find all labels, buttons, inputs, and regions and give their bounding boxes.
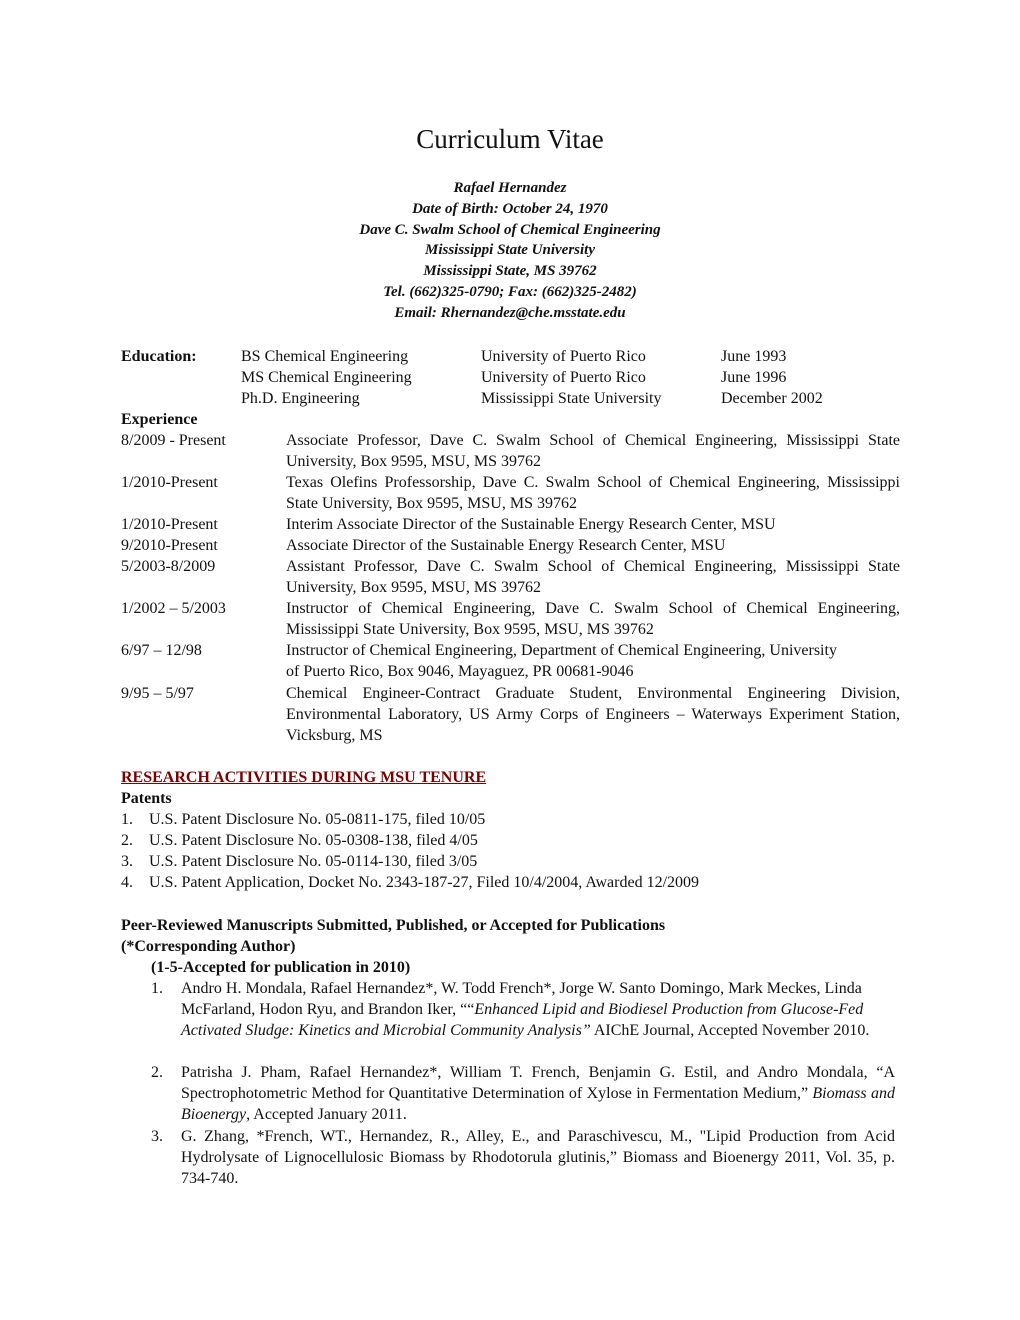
patent-number: 3. (121, 853, 133, 870)
manuscript-entry (181, 1126, 895, 1189)
manuscript-title: Enhanced Lipid and Biodiesel Production from Glucose-Fed Activated Sludge: Kinetics and Microbial Community Analysis” (181, 1001, 864, 1039)
manuscript-number: 1. (151, 980, 163, 997)
experience-desc: Interim Associate Director of the Sustainable Energy Research Center, MSU (286, 516, 776, 533)
education-degree: MS Chemical Engineering (241, 369, 412, 386)
manuscripts-heading: Peer-Reviewed Manuscripts Submitted, Published, or Accepted for Publications (121, 917, 666, 934)
phone-fax: Tel. (662)325-0790; Fax: (662)325-2482) (383, 283, 637, 300)
manuscript-journal: AIChE Journal, Accepted November 2010. (590, 1022, 870, 1039)
education-date: December 2002 (721, 390, 823, 407)
patent-text: U.S. Patent Disclosure No. 05-0811-175, filed 10/05 (149, 811, 486, 828)
manuscript-number: 3. (151, 1128, 163, 1145)
experience-date: 1/2010-Present (121, 474, 218, 491)
school: Dave C. Swalm School of Chemical Engineering (359, 221, 661, 238)
city: Mississippi State, MS 39762 (423, 263, 597, 280)
education-school: Mississippi State University (481, 390, 662, 407)
date-of-birth: Date of Birth: October 24, 1970 (412, 200, 608, 217)
experience-desc: Texas Olefins Professorship, Dave C. Swalm School of Chemical Engineering, Mississippi State University, Box 9595, MSU, MS 39762 (286, 474, 900, 512)
patent-number: 2. (121, 832, 133, 849)
manuscript-entry (181, 978, 881, 1041)
education-label: Education: (121, 348, 197, 365)
patent-text: U.S. Patent Disclosure No. 05-0114-130, filed 3/05 (149, 853, 478, 870)
experience-date: 9/95 – 5/97 (121, 685, 194, 702)
accepted-note: (1-5-Accepted for publication in 2010) (151, 959, 411, 976)
manuscript-journal-title: Biomass and Bioenergy (181, 1085, 895, 1123)
manuscript-entry (181, 1062, 895, 1125)
education-date: June 1993 (721, 348, 787, 365)
experience-desc: Associate Professor, Dave C. Swalm School of Chemical Engineering, Mississippi State University, Box 9595, MSU, MS 39762 (286, 432, 900, 470)
experience-desc: Assistant Professor, Dave C. Swalm School of Chemical Engineering, Mississippi State University, Box 9595, MSU, MS 39762 (286, 558, 900, 596)
page-title: Curriculum Vitae (416, 124, 604, 154)
name: Rafael Hernandez (453, 180, 567, 196)
email[interactable]: Email: Rhernandez@che.msstate.edu (394, 304, 626, 321)
patents-label: Patents (121, 790, 172, 807)
patent-text: U.S. Patent Application, Docket No. 2343-187-27, Filed 10/4/2004, Awarded 12/2009 (149, 874, 700, 891)
education-date: June 1996 (721, 369, 787, 386)
education-degree: Ph.D. Engineering (241, 390, 360, 407)
experience-date: 5/2003-8/2009 (121, 558, 216, 575)
experience-date: 1/2002 – 5/2003 (121, 600, 226, 617)
manuscript-status: , Accepted January 2011. (246, 1106, 407, 1123)
experience-desc: Associate Director of the Sustainable Energy Research Center, MSU (286, 537, 726, 554)
education-degree: BS Chemical Engineering (241, 348, 409, 365)
experience-date: 6/97 – 12/98 (121, 642, 202, 659)
patent-text: U.S. Patent Disclosure No. 05-0308-138, filed 4/05 (149, 832, 478, 849)
education-school: University of Puerto Rico (481, 369, 646, 386)
education-school: University of Puerto Rico (481, 348, 646, 365)
manuscript-authors: Andro H. Mondala, Rafael Hernandez*, W. Todd French*, Jorge W. Santo Domingo, Mark Meckes, Linda McFarland, Hodon Ryu, and Brandon Iker, ““ (181, 980, 862, 1018)
patent-number: 4. (121, 874, 133, 891)
experience-date: 1/2010-Present (121, 516, 218, 533)
experience-desc: Instructor of Chemical Engineering, Department of Chemical Engineering, University of Puerto Rico, Box 9046, Mayaguez, PR 00681-9046 (286, 642, 837, 680)
manuscript-number: 2. (151, 1064, 163, 1081)
manuscript-authors: Patrisha J. Pham, Rafael Hernandez*, William T. French, Benjamin G. Estil, and Andro Mondala, “A Spectrophotometric Method for Quantitative Determination of Xylose in Fermentation Medium,” (181, 1064, 895, 1102)
experience-desc: Instructor of Chemical Engineering, Dave C. Swalm School of Chemical Engineering, Mississippi State University, Box 9595, MSU, MS 39762 (286, 600, 900, 638)
experience-desc: Chemical Engineer-Contract Graduate Student, Environmental Engineering Division, Environmental Laboratory, US Army Corps of Engineers – Waterways Experiment Station, Vicksburg, MS (286, 685, 900, 744)
experience-label: Experience (121, 411, 198, 428)
experience-date: 9/2010-Present (121, 537, 218, 554)
corresponding-author-note: (*Corresponding Author) (121, 938, 296, 955)
contact-header (0, 178, 1020, 324)
patent-number: 1. (121, 811, 133, 828)
university: Mississippi State University (424, 242, 596, 259)
research-heading: RESEARCH ACTIVITIES DURING MSU TENURE (121, 769, 487, 786)
experience-date: 8/2009 - Present (121, 432, 226, 449)
manuscript-citation: G. Zhang, *French, WT., Hernandez, R., Alley, E., and Paraschivescu, M., "Lipid Production from Acid Hydrolysate of Lignocellulosic Biomass by Rhodotorula glutinis,” Biomass and Bioenergy 2011, Vol. 35, p. 734-740. (181, 1128, 895, 1187)
